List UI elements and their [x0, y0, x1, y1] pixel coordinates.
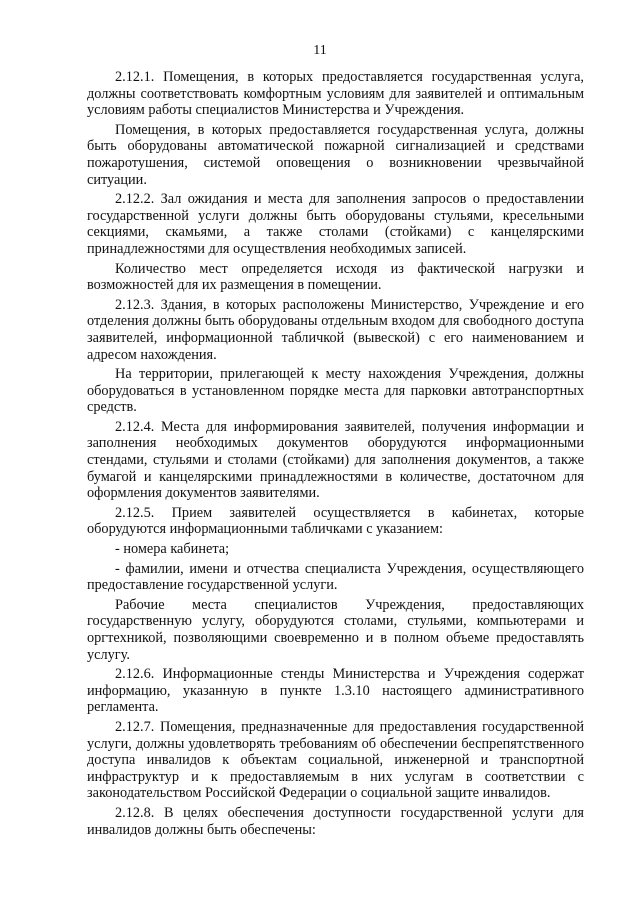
paragraph-2-12-4: 2.12.4. Места для информирования заявителей, получения информации и заполнения необходимых документов оборудуются информационными стендами, стульями и столами (стойками) для заполнения документов, а также бумагой и канцелярскими принадлежностями в количестве, достаточном для оформления документов заявителями. — [87, 418, 584, 502]
paragraph-seat-count: Количество мест определяется исходя из фактической нагрузки и возможностей для их размещения в помещении. — [87, 260, 584, 294]
list-item-specialist-name: - фамилии, имени и отчества специалиста Учреждения, осуществляющего предоставление государственной услуги. — [87, 560, 584, 594]
paragraph-2-12-3: 2.12.3. Здания, в которых расположены Министерство, Учреждение и его отделения должны быть оборудованы отдельным входом для свободного доступа заявителей, информационной табличкой (вывеской) с его наименованием и адресом нахождения. — [87, 296, 584, 363]
page-number: 11 — [313, 43, 327, 58]
paragraph-2-12-6: 2.12.6. Информационные стенды Министерства и Учреждения содержат информацию, указанную в пункте 1.3.10 настоящего административного регламента. — [87, 666, 584, 716]
paragraph-2-12-5: 2.12.5. Прием заявителей осуществляется в кабинетах, которые оборудуются информационными табличками с указанием: — [87, 504, 584, 538]
paragraph-2-12-7: 2.12.7. Помещения, предназначенные для предоставления государственной услуги, должны удовлетворять требованиям об обеспечении беспрепятственного доступа инвалидов к объектам социальной, инженерной и транспортной инфраструктур и к предоставляемым в них услугам в соответствии с законодательством Российской Федерации о социальной защите инвалидов. — [87, 718, 584, 802]
paragraph-parking: На территории, прилегающей к месту нахождения Учреждения, должны оборудоваться в установленном порядке места для парковки автотранспортных средств. — [87, 366, 584, 416]
paragraph-workplaces: Рабочие места специалистов Учреждения, предоставляющих государственную услугу, оборудуются столами, стульями, компьютерами и оргтехникой, позволяющими своевременно и в полном объеме предоставлять услугу. — [87, 596, 584, 663]
paragraph-2-12-2: 2.12.2. Зал ожидания и места для заполнения запросов о предоставлении государственной услуги должны быть оборудованы стульями, кресельными секциями, скамьями, а также столами (стойками) с канцелярскими принадлежностями для осуществления необходимых записей. — [87, 191, 584, 257]
paragraph-fire-safety: Помещения, в которых предоставляется государственная услуга, должны быть оборудованы автоматической пожарной сигнализацией и средствами пожаротушения, системой оповещения о возникновении чрезвычайной ситуации. — [87, 121, 584, 188]
list-item-room-number: - номера кабинета; — [115, 541, 230, 558]
paragraph-2-12-8: 2.12.8. В целях обеспечения доступности государственной услуги для инвалидов должны быть обеспечены: — [87, 804, 584, 838]
body-text — [87, 69, 584, 841]
paragraph-2-12-1: 2.12.1. Помещения, в которых предоставляется государственная услуга, должны соответствовать комфортным условиям для заявителей и оптимальным условиям работы специалистов Министерства и Учреждения. — [87, 69, 584, 119]
